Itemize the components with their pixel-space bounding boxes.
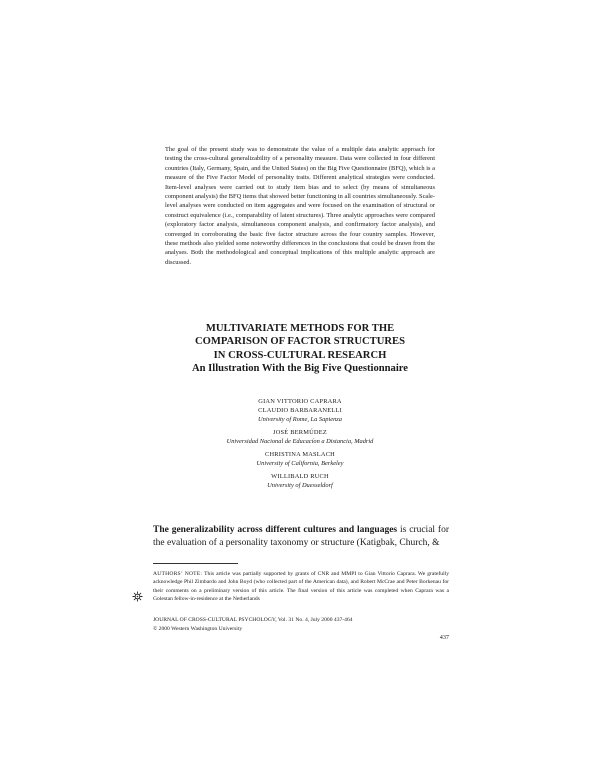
intro-lead: The generalizability across different cultures and languages <box>153 525 398 535</box>
article-title <box>150 322 450 376</box>
author-affiliation: University of California, Berkeley <box>256 460 344 467</box>
author-name: CHRISTINA MASLACH <box>265 451 335 458</box>
title-line-2: COMPARISON OF FACTOR STRUCTURES <box>194 336 406 348</box>
author-list <box>150 397 450 494</box>
authors-note <box>153 570 449 603</box>
title-line-1: MULTIVARIATE METHODS FOR THE <box>205 323 395 334</box>
author-affiliation: University of Duesseldorf <box>267 482 333 489</box>
author-name: GIAN VITTORIO CAPRARA <box>258 398 342 405</box>
author-name: CLAUDIO BARBARANELLI <box>258 407 342 414</box>
author-affiliation: University of Rome, La Sapienza <box>258 416 342 423</box>
page-number: 437 <box>439 634 449 641</box>
intro-paragraph <box>153 524 449 550</box>
abstract: The goal of the present study was to demonstrate the value of a multiple data analytic approach for testing the cross-cultural generalizability of a personality measure. Data were collected in four different countries (Italy, Germany, Spain, and the United States) on the Big Five Questionnaire (BFQ), which is a measure of the Five Factor Model of personality traits. Different analytical strategies were conducted. Item-level analyses were carried out to study item bias and to select (by means of simultaneous component analysis) the BFQ items that showed better functioning in all countries simultaneously. Scale-level analyses were conducted on item aggregates and were focused on the examination of structural or construct equivalence (i.e., comparability of latent structures). Three analytic approaches were compared (exploratory factor analysis, simultaneous component analysis, and confirmatory factor analysis), and converged in corroborating the basic five factor structure across the four country samples. However, these methods also yielded some noteworthy differences in the conclusions that could be drawn from the analyses. Both the methodological and conceptual implications of this multiple analytic approach are discussed. <box>165 146 435 266</box>
title-line-3: IN CROSS-CULTURAL RESEARCH <box>213 349 387 361</box>
authors-note-label: AUTHORS’ NOTE: <box>153 571 203 577</box>
article-subtitle: An Illustration With the Big Five Questionnaire <box>191 363 409 375</box>
sage-publisher-logo-icon <box>132 591 143 602</box>
journal-citation: JOURNAL OF CROSS-CULTURAL PSYCHOLOGY, Vol. 31 No. 4, July 2000 437-464 <box>153 617 353 623</box>
author-name: JOSÉ BERMÚDEZ <box>273 429 327 436</box>
journal-citation-block <box>153 616 449 633</box>
copyright-line: © 2000 Western Washington University <box>153 625 243 632</box>
author-affiliation: Universidad Nacional de Educacíon a Distancia, Madrid <box>226 438 374 445</box>
author-name: WILLIBALD RUCH <box>271 473 329 480</box>
footnote-divider <box>153 563 238 564</box>
intro-text: is crucial for the evaluation of a personality taxonomy or structure (Katigbak, Church, & <box>153 525 449 549</box>
authors-note-text: This article was partially supported by grants of CNR and MMPI to Gian Vittorio Caprara. We gratefully acknowledge Phil Zimbardo and John Boyd (who collected part of the American data), and Robert McCrae and Peter Borkenau for their comments on a preliminary version of this article. The final version of this article was completed when Caprara was a Golestan fellow-in-residence at the Netherlands <box>153 571 450 602</box>
